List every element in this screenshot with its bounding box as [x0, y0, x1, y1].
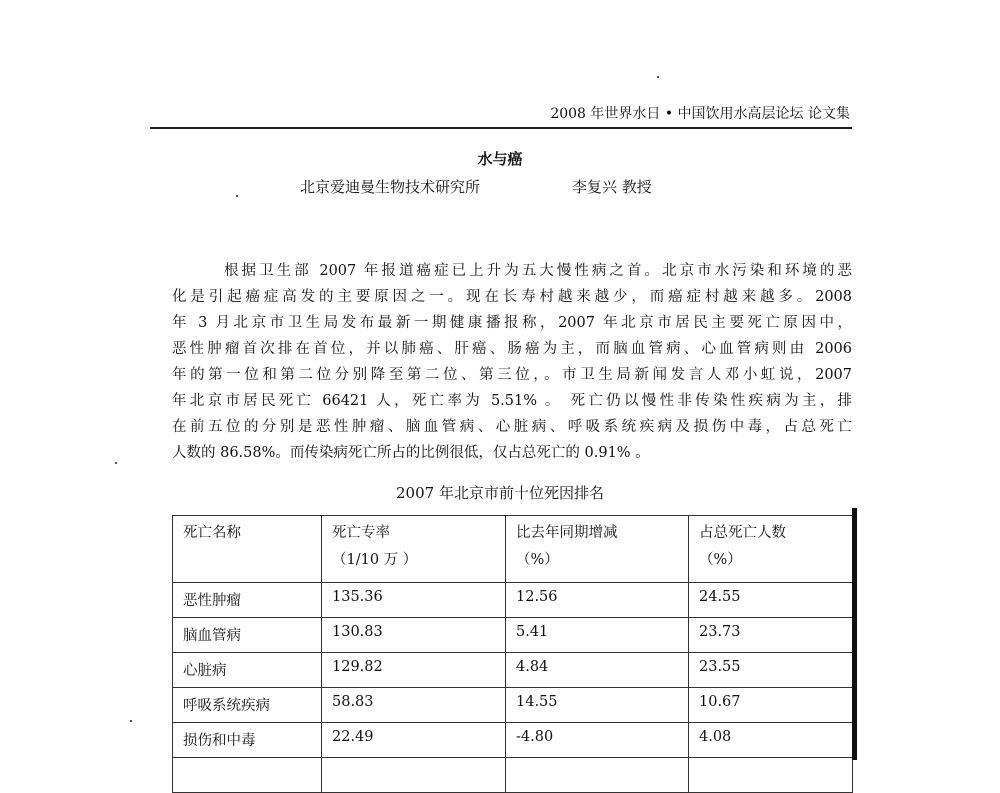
- author-name: 李复兴 教授: [572, 178, 652, 196]
- table-row-partial: [173, 758, 853, 793]
- cell-share: 23.73: [689, 618, 853, 653]
- header-label: 比去年同期增减: [516, 525, 618, 541]
- paragraph-line: 在前五位的分别是恶性肿瘤、脑血管病、心脏病、呼吸系统疾病及损伤中毒，占总死亡: [172, 419, 852, 435]
- scan-speck: [236, 195, 238, 197]
- death-causes-table: [172, 515, 853, 793]
- paragraph-line: 恶性肿瘤首次排在首位，并以肺癌、肝癌、肠癌为主，而脑血管病、心血管病则由 2006: [172, 341, 852, 357]
- header-rule: [150, 127, 852, 129]
- cell-share: 10.67: [689, 688, 853, 723]
- scan-speck: [130, 720, 132, 722]
- cell-rate: 130.83: [322, 618, 506, 653]
- header-label: 死亡专率: [332, 525, 390, 541]
- author-affiliation: 北京爱迪曼生物技术研究所: [300, 178, 481, 196]
- cell-change: 5.41: [506, 618, 689, 653]
- cell-change: 4.84: [506, 653, 689, 688]
- header-label: 死亡名称: [183, 525, 241, 541]
- paragraph-line: 年的第一位和第二位分别降至第二位、第三位，。市卫生局新闻发言人邓小虹说，2007: [172, 367, 852, 383]
- table-row: [173, 583, 853, 618]
- paragraph-line: 年北京市居民死亡 66421 人，死亡率为 5.51% 。 死亡仍以慢性非传染性疾病为主，排: [172, 393, 852, 409]
- paragraph-line: 年 3 月北京市卫生局发布最新一期健康播报称，2007 年北京市居民主要死亡原因中，: [172, 315, 852, 331]
- header-cell: [173, 516, 322, 583]
- table-row: [173, 723, 853, 758]
- scan-speck: [115, 462, 117, 464]
- header-unit: （%）: [699, 552, 742, 568]
- cell-empty: [322, 758, 506, 793]
- cell-share: 4.08: [689, 723, 853, 758]
- table-row: [173, 618, 853, 653]
- cell-cause: 脑血管病: [173, 618, 322, 653]
- cell-rate: 22.49: [322, 723, 506, 758]
- header-label: 占总死亡人数: [699, 525, 786, 541]
- cell-empty: [506, 758, 689, 793]
- header-cell: [689, 516, 853, 583]
- cell-empty: [689, 758, 853, 793]
- scan-edge-bar: [852, 508, 857, 760]
- cell-change: -4.80: [506, 723, 689, 758]
- cell-rate: 129.82: [322, 653, 506, 688]
- table-header-row: [173, 516, 853, 583]
- header-unit: （%）: [516, 552, 559, 568]
- cell-cause: 损伤和中毒: [173, 723, 322, 758]
- paragraph-line: 根据卫生部 2007 年报道癌症已上升为五大慢性病之首。北京市水污染和环境的恶: [224, 263, 852, 279]
- header-unit: （1/10 万 ）: [332, 552, 418, 568]
- cell-cause: 心脏病: [173, 653, 322, 688]
- cell-change: 12.56: [506, 583, 689, 618]
- cell-rate: 135.36: [322, 583, 506, 618]
- cell-empty: [173, 758, 322, 793]
- cell-cause: 恶性肿瘤: [173, 583, 322, 618]
- paragraph-line: 人数的 86.58%。而传染病死亡所占的比例很低，仅占总死亡的 0.91% 。: [172, 445, 650, 461]
- header-cell: [322, 516, 506, 583]
- cell-cause: 呼吸系统疾病: [173, 688, 322, 723]
- paragraph-line: 化是引起癌症高发的主要原因之一。现在长寿村越来越少，而癌症村越来越多。2008: [172, 289, 852, 305]
- cell-share: 24.55: [689, 583, 853, 618]
- cell-share: 23.55: [689, 653, 853, 688]
- table-row: [173, 688, 853, 723]
- cell-change: 14.55: [506, 688, 689, 723]
- running-header: 2008 年世界水日 • 中国饮用水高层论坛 论文集: [550, 106, 850, 122]
- table-caption: 2007 年北京市前十位死因排名: [396, 484, 604, 502]
- table-row: [173, 653, 853, 688]
- cell-rate: 58.83: [322, 688, 506, 723]
- article-title: 水与癌: [477, 150, 523, 168]
- header-cell: [506, 516, 689, 583]
- scan-speck: [657, 76, 659, 78]
